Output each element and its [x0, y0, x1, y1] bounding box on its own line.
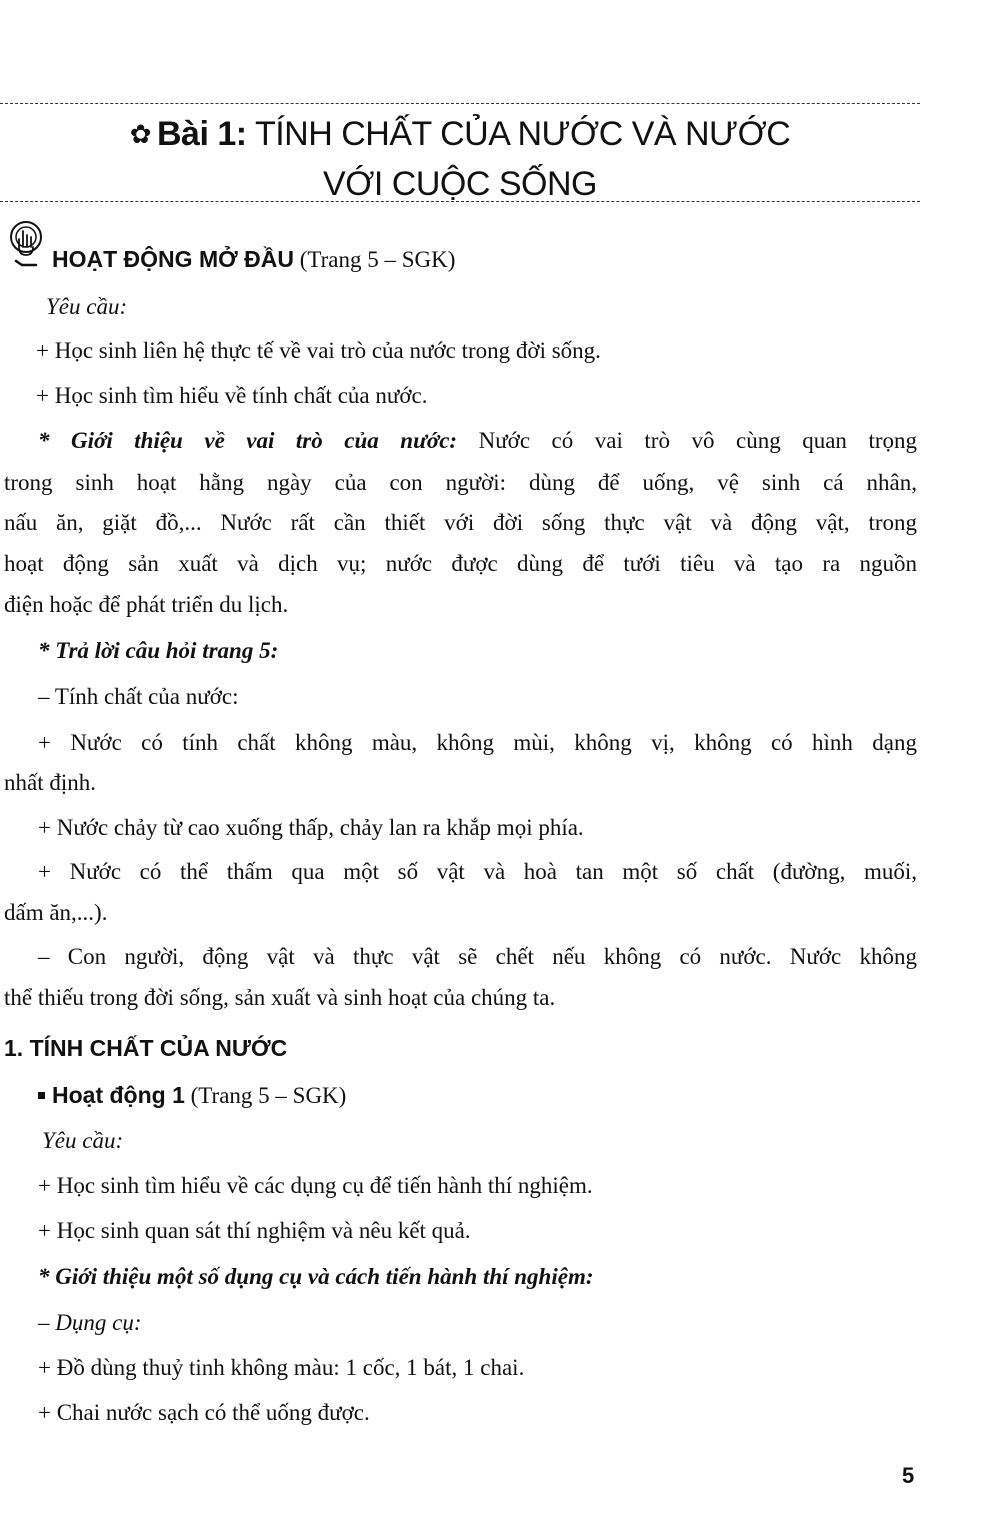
activity1-heading-text: Hoạt động 1 [52, 1082, 185, 1108]
flower-icon: ✿ [129, 119, 151, 149]
activity1-ref: (Trang 5 – SGK) [190, 1083, 347, 1108]
opening-answer-8: thể thiếu trong đời sống, sản xuất và sinh hoạt của chúng ta. [4, 985, 556, 1010]
section1-tools-label: – Dụng cụ: [38, 1310, 142, 1335]
lesson-title-text2: VỚI CUỘC SỐNG [323, 165, 597, 203]
opening-answer-label: * Trả lời câu hỏi trang 5: [38, 638, 279, 663]
opening-intro-label: * Giới thiệu về vai trò của nước: [38, 428, 458, 453]
activity1-heading [38, 1080, 346, 1111]
title-rule-top [0, 103, 920, 104]
lesson-title [0, 110, 920, 208]
opening-heading [52, 244, 455, 275]
opening-heading-text: HOẠT ĐỘNG MỞ ĐẦU [52, 246, 294, 272]
opening-answer-3: nhất định. [4, 770, 96, 795]
opening-request-label: Yêu cầu: [46, 294, 128, 319]
opening-answer-5: + Nước có thể thấm qua một số vật và hoà tan một số chất (đường, muối, [38, 859, 917, 884]
opening-answer-2: + Nước có tính chất không màu, không mùi, không vị, không có hình dạng [38, 730, 917, 755]
lesson-title-line1 [0, 110, 920, 160]
lesson-label: Bài 1: [157, 115, 247, 153]
section1-intro-label: * Giới thiệu một số dụng cụ và cách tiến hành thí nghiệm: [38, 1264, 594, 1289]
touch-hand-icon [6, 219, 46, 269]
section1-request-1: + Học sinh tìm hiểu về các dụng cụ để tiến hành thí nghiệm. [38, 1173, 593, 1198]
section1-tool-2: + Chai nước sạch có thể uống được. [38, 1400, 370, 1425]
square-bullet-icon [38, 1092, 45, 1099]
opening-intro-line-4: hoạt động sản xuất và dịch vụ; nước được dùng để tưới tiêu và tạo ra nguồn [4, 551, 917, 576]
title-rule-bottom [0, 201, 920, 202]
opening-intro-line-2: trong sinh hoạt hằng ngày của con người: dùng để uống, vệ sinh cá nhân, [4, 470, 917, 495]
opening-heading-ref: (Trang 5 – SGK) [299, 247, 456, 272]
opening-intro-text-1: Nước có vai trò vô cùng quan trọng [457, 428, 917, 453]
section1-request-2: + Học sinh quan sát thí nghiệm và nêu kết quả. [38, 1218, 471, 1243]
page-number: 5 [902, 1463, 915, 1488]
section1-heading: 1. TÍNH CHẤT CỦA NƯỚC [4, 1035, 288, 1061]
section1-request-label: Yêu cầu: [42, 1128, 124, 1153]
lesson-title-text1: TÍNH CHẤT CỦA NƯỚC VÀ NƯỚC [254, 115, 791, 153]
opening-answer-6: dấm ăn,...). [4, 900, 108, 925]
opening-intro-line-1 [38, 426, 917, 456]
opening-request-2: + Học sinh tìm hiểu về tính chất của nước. [36, 383, 428, 408]
opening-intro-line-5: điện hoặc để phát triển du lịch. [4, 592, 289, 617]
section1-tool-1: + Đồ dùng thuỷ tinh không màu: 1 cốc, 1 bát, 1 chai. [38, 1355, 525, 1380]
opening-answer-1: – Tính chất của nước: [38, 684, 239, 709]
opening-request-1: + Học sinh liên hệ thực tế về vai trò của nước trong đời sống. [36, 338, 601, 363]
opening-answer-4: + Nước chảy từ cao xuống thấp, chảy lan ra khắp mọi phía. [38, 815, 584, 840]
opening-answer-7: – Con người, động vật và thực vật sẽ chết nếu không có nước. Nước không [38, 944, 917, 969]
opening-intro-line-3: nấu ăn, giặt đồ,... Nước rất cần thiết với đời sống thực vật và động vật, trong [4, 510, 917, 535]
